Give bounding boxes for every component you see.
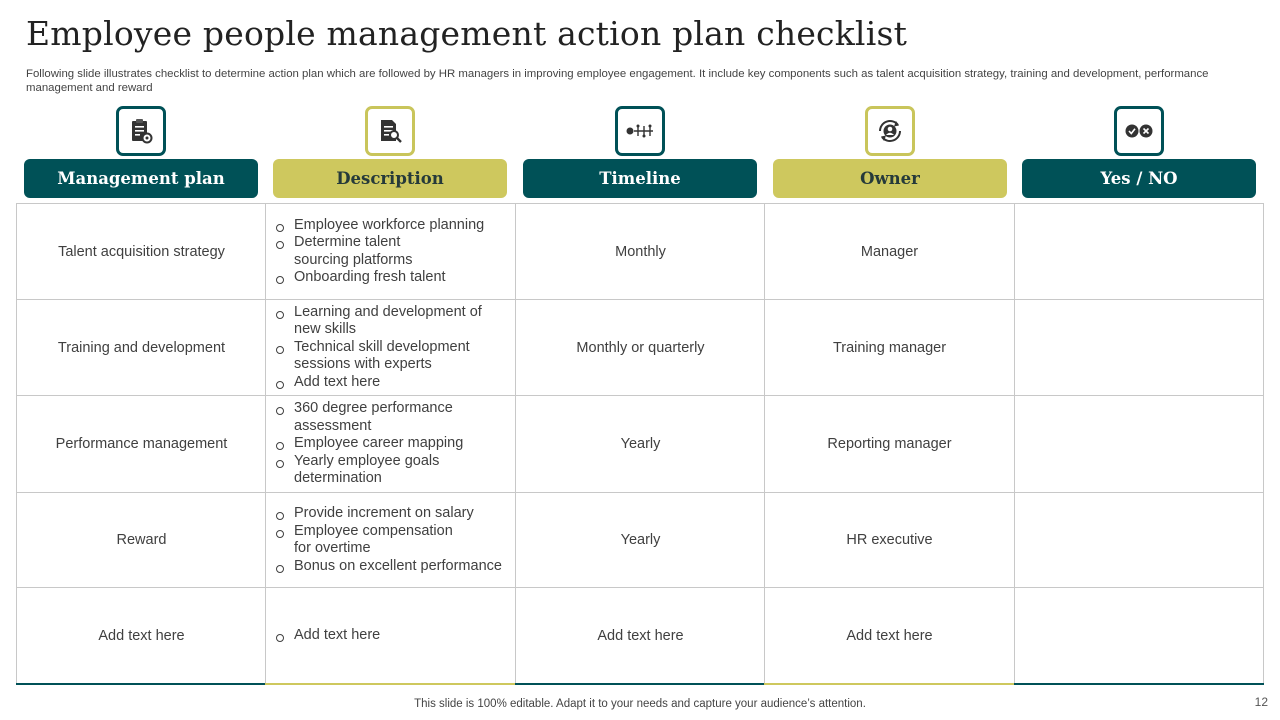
table-row (16, 204, 1264, 300)
column-header-label: Management plan (24, 159, 258, 198)
person-cycle-icon (865, 106, 915, 156)
description-item: Add text here (274, 374, 515, 392)
plan-cell: Add text here (16, 588, 266, 684)
description-cell (265, 396, 515, 492)
description-item: Onboarding fresh talent (274, 269, 515, 287)
yes-no-cell[interactable] (1014, 204, 1264, 299)
description-list (274, 217, 515, 287)
table-row (16, 493, 1264, 588)
description-cell (265, 300, 515, 395)
timeline-cell: Yearly (515, 396, 765, 492)
timeline-icon (615, 106, 665, 156)
owner-cell: Training manager (764, 300, 1014, 395)
description-item: Add text here (274, 627, 380, 645)
timeline-cell: Yearly (515, 493, 765, 587)
owner-cell: HR executive (764, 493, 1014, 587)
timeline-cell: Add text here (515, 588, 765, 684)
description-item: Provide increment on salary (274, 505, 515, 523)
page-title: Employee people management action plan checklist (26, 14, 908, 53)
description-list (274, 505, 515, 575)
document-search-icon (365, 106, 415, 156)
yes-no-cell[interactable] (1014, 493, 1264, 587)
description-item: Yearly employee goals determination (274, 453, 515, 488)
description-item: Learning and development of new skills (274, 304, 515, 339)
description-item: Bonus on excellent performance (274, 558, 515, 576)
table-bottom-border (16, 683, 1264, 685)
plan-cell: Training and development (16, 300, 266, 395)
plan-cell: Reward (16, 493, 266, 587)
column-header-label: Timeline (523, 159, 757, 198)
column-management-plan (24, 106, 258, 200)
owner-cell: Manager (764, 204, 1014, 299)
description-item: Employee compensation for overtime (274, 523, 515, 558)
yes-no-cell[interactable] (1014, 588, 1264, 684)
description-list (274, 627, 380, 645)
table-row (16, 588, 1264, 684)
description-cell (265, 588, 515, 684)
column-owner (773, 106, 1007, 200)
footer-note: This slide is 100% editable. Adapt it to your needs and capture your audience’s attention. (414, 698, 866, 710)
description-cell (265, 493, 515, 587)
table-row (16, 300, 1264, 396)
checklist-table (16, 203, 1264, 683)
timeline-cell: Monthly (515, 204, 765, 299)
description-item: Determine talent sourcing platforms (274, 234, 515, 269)
column-header-label: Owner (773, 159, 1007, 198)
table-row (16, 396, 1264, 493)
owner-cell: Reporting manager (764, 396, 1014, 492)
column-header-label: Description (273, 159, 507, 198)
description-item: Technical skill development sessions with experts (274, 339, 515, 374)
column-timeline (523, 106, 757, 200)
owner-cell: Add text here (764, 588, 1014, 684)
column-yes-no (1022, 106, 1256, 200)
timeline-cell: Monthly or quarterly (515, 300, 765, 395)
page-subtitle: Following slide illustrates checklist to determine action plan which are followed by HR managers in improving employee engagement. It include key components such as talent acquisition strategy, training and development, performance management and reward (26, 68, 1209, 94)
description-item: Employee career mapping (274, 435, 515, 453)
description-cell (265, 204, 515, 299)
page-number: 12 (1254, 695, 1268, 709)
description-list (274, 304, 515, 392)
column-header-row (0, 106, 1280, 200)
column-description (273, 106, 507, 200)
plan-cell: Performance management (16, 396, 266, 492)
yes-no-cell[interactable] (1014, 396, 1264, 492)
plan-cell: Talent acquisition strategy (16, 204, 266, 299)
check-cross-icon (1114, 106, 1164, 156)
yes-no-cell[interactable] (1014, 300, 1264, 395)
clipboard-gear-icon (116, 106, 166, 156)
description-list (274, 400, 515, 488)
description-item: Employee workforce planning (274, 217, 515, 235)
description-item: 360 degree performance assessment (274, 400, 515, 435)
column-header-label: Yes / NO (1022, 159, 1256, 198)
